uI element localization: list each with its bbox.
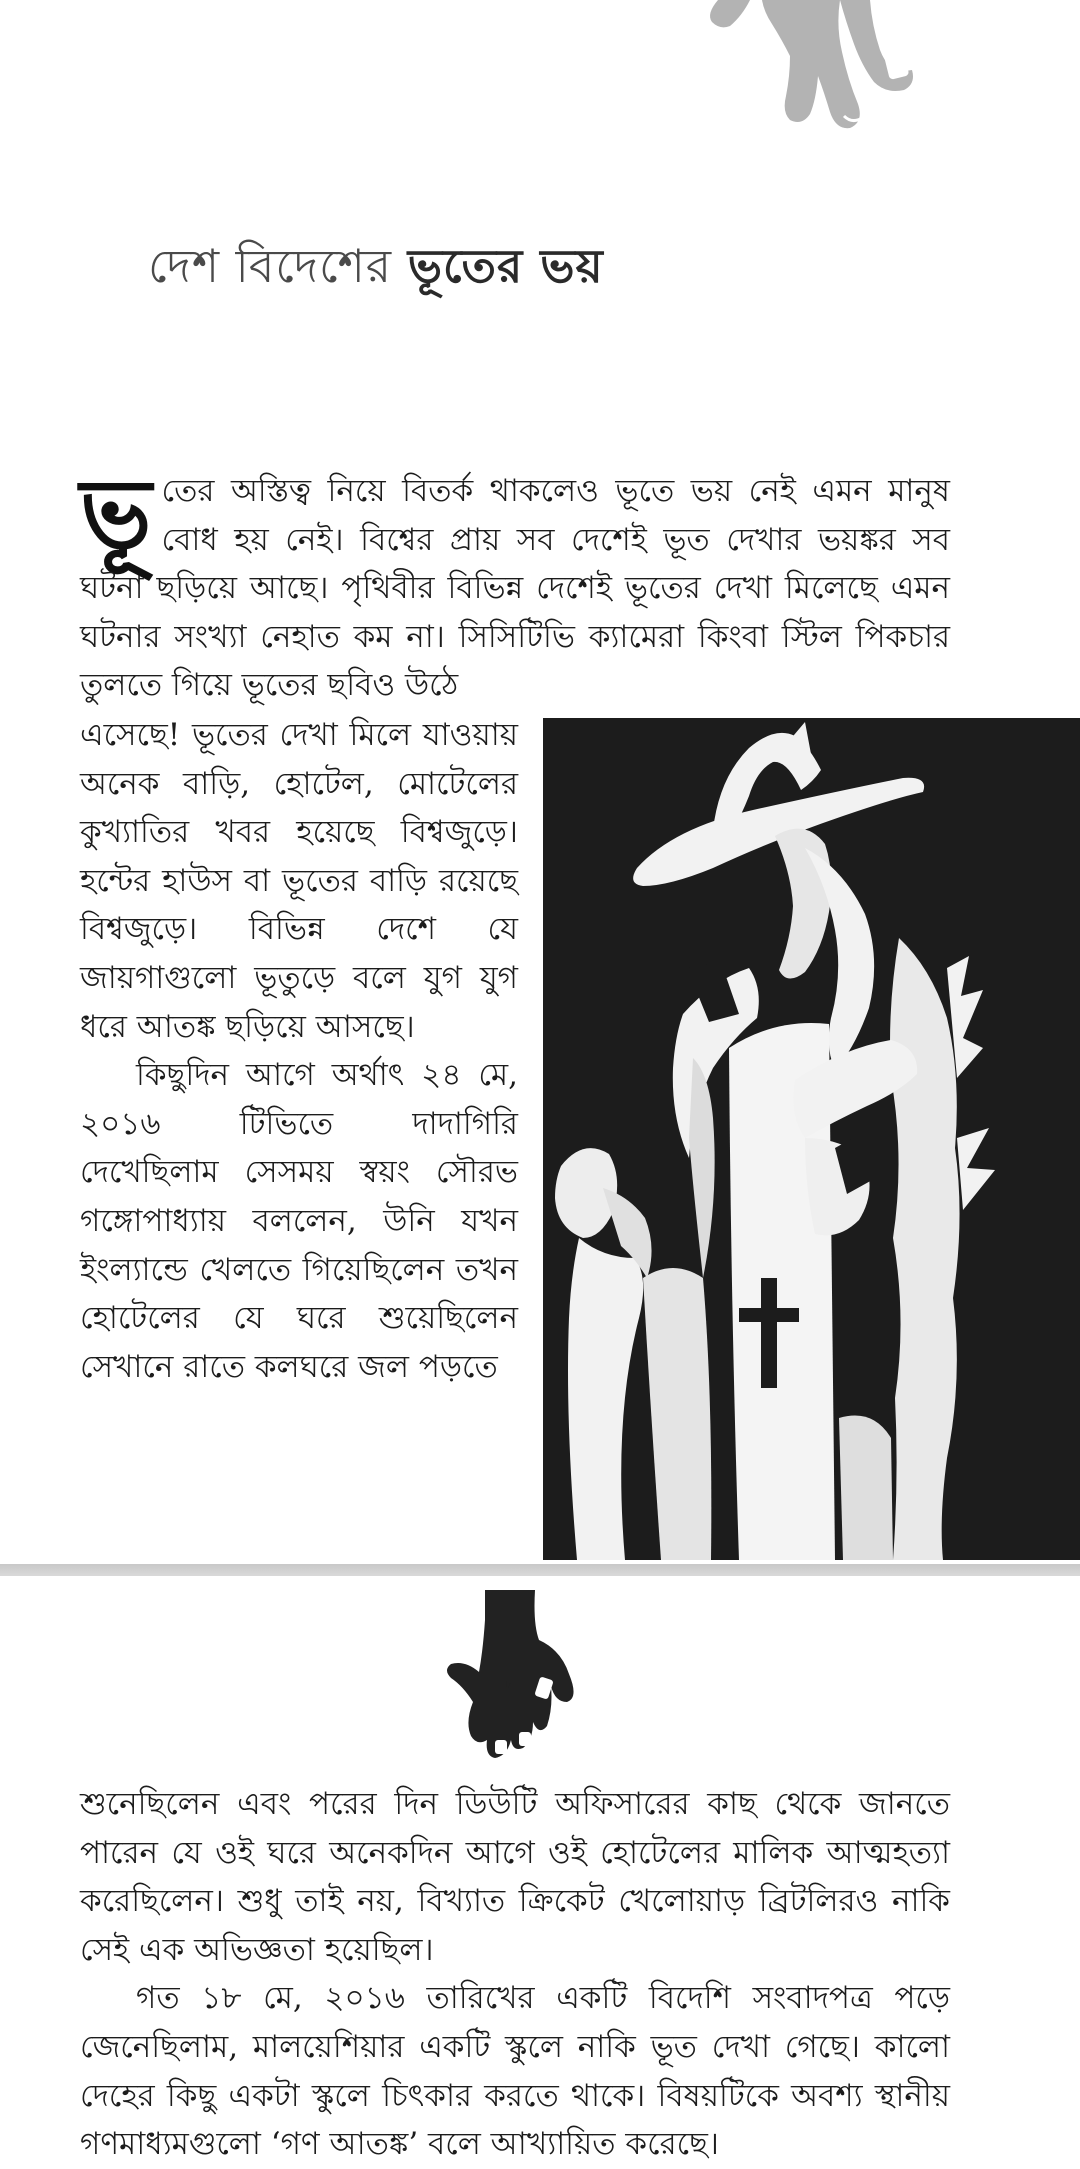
ghost-priest-illustration (543, 718, 1080, 1560)
title-highlight: ভূতের ভয় (407, 239, 604, 293)
title-prefix: দেশ বিদেশের (148, 239, 393, 293)
column-paragraph-2: কিছুদিন আগে অর্থাৎ ২৪ মে, ২০১৬ টিভিতে দাদাগিরি দেখেছিলাম সেসময় স্বয়ং সৌরভ গঙ্গোপাধ্যায় বললেন, উনি যখন ইংল্যান্ডে খেলতে গিয়েছিলেন তখন হোটেলের যে ঘরে শুয়েছিলেন সেখানে রাতে কলঘরে জল পড়তে (80, 1057, 518, 1385)
page-2 (0, 1590, 1080, 2169)
page-2-text (80, 1780, 950, 2169)
page-divider (0, 1560, 1080, 1590)
intro-paragraph (80, 457, 950, 710)
chapter-title (148, 232, 604, 308)
ghost-hand-icon (690, 0, 930, 135)
column-paragraph-1: এসেছে! ভূতের দেখা মিলে যাওয়ায় অনেক বাড়ি, হোটেল, মোটেলের কুখ্যাতির খবর হয়েছে বিশ্বজুড়ে। হন্টের হাউস বা ভূতের বাড়ি রয়েছে বিশ্বজুড়ে। বিভিন্ন দেশে যে জায়গাগুলো ভূতুড়ে বলে যুগ যুগ ধরে আতঙ্ক ছড়িয়ে আসছে। (80, 717, 518, 1045)
page-2-paragraph-2: গত ১৮ মে, ২০১৬ তারিখের একটি বিদেশি সংবাদপত্র পড়ে জেনেছিলাম, মালয়েশিয়ার একটি স্কুলে নাকি ভূত দেখা গেছে। কালো দেহের কিছু একটা স্কুলে চিৎকার করতে থাকে। বিষয়টিকে অবশ্য স্থানীয় গণমাধ্যমগুলো ‘গণ আতঙ্ক’ বলে আখ্যায়িত করেছে। (80, 1980, 950, 2163)
intro-text: তের অস্তিত্ব নিয়ে বিতর্ক থাকলেও ভূতে ভয় নেই এমন মানুষ বোধ হয় নেই। বিশ্বের প্রায় সব দেশেই ভূত দেখার ভয়ঙ্কর সব ঘটনা ছড়িয়ে আছে। পৃথিবীর বিভিন্ন দেশেই ভূতের দেখা মিলেছে এমন ঘটনার সংখ্যা নেহাত কম না। সিসিটিভি ক্যামেরা কিংবা স্টিল পিকচার তুলতে গিয়ে ভূতের ছবিও উঠে (80, 473, 950, 704)
page-2-paragraph-1: শুনেছিলেন এবং পরের দিন ডিউটি অফিসারের কাছ থেকে জানতে পারেন যে ওই ঘরে অনেকদিন আগে ওই হোটেলের মালিক আত্মহত্যা করেছিলেন। শুধু তাই নয়, বিখ্যাত ক্রিকেট খেলোয়াড় ব্রিটলিরও নাকি সেই এক অভিজ্ঞতা হয়েছিল। (80, 1786, 950, 1968)
left-column (80, 711, 518, 1391)
page-number: ৮ (504, 1677, 514, 1692)
black-hand-icon (443, 1590, 583, 1770)
drop-cap: ভূ (80, 457, 152, 570)
